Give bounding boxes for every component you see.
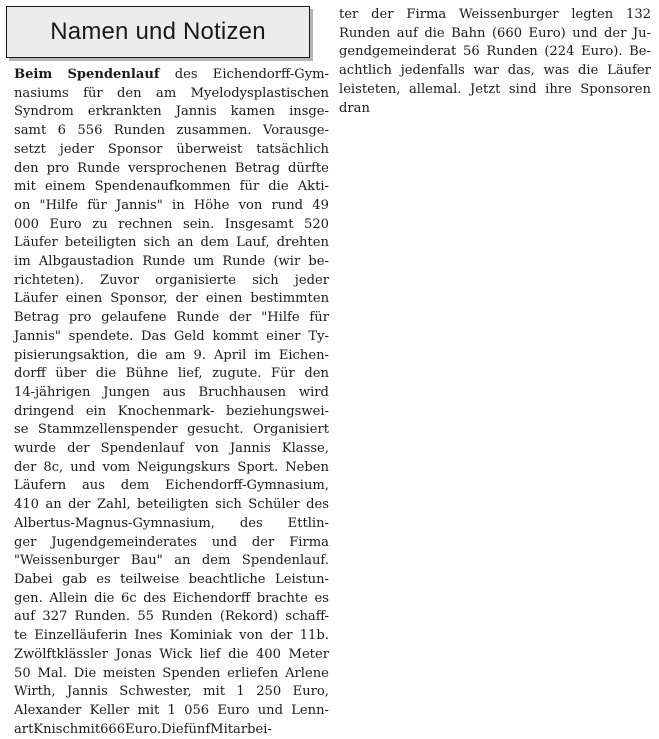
text-line: dran bbox=[339, 100, 370, 116]
text-line: se Stammzellenspender gesucht. Organisiert bbox=[14, 422, 329, 438]
text-line: "Weissenburger Bau" an dem Spendenlauf. bbox=[14, 553, 329, 569]
text-line: dorff über die Bühne lief, zugute. Für den bbox=[14, 366, 329, 382]
text-line: on "Hilfe für Jannis" in Höhe von rund 49 bbox=[14, 197, 329, 213]
text-line: Läufer einen Sponsor, der einen bestimmten bbox=[14, 291, 329, 307]
text-line: gendgemeinderat 56 Runden (224 Euro). Be- bbox=[339, 44, 651, 60]
article-column-left bbox=[14, 66, 329, 739]
text-line: gen. Allein die 6c des Eichendorff brachte es bbox=[14, 590, 329, 606]
text-line: setzt jeder Sponsor überweist tatsächlich bbox=[14, 141, 329, 157]
section-header-box bbox=[6, 6, 310, 58]
text-line: Betrag pro gelaufene Runde der "Hilfe für bbox=[14, 310, 329, 326]
text-line: Beim Spendenlauf des Eichendorff-Gym- bbox=[14, 67, 329, 82]
text-line: richteten). Zuvor organisierte sich jeder bbox=[14, 272, 329, 288]
section-title: Namen und Notizen bbox=[50, 18, 266, 45]
text-line: Wirth, Jannis Schwester, mit 1 250 Euro, bbox=[14, 684, 329, 700]
text-line: im Albgaustadion Runde um Runde (wir be- bbox=[14, 254, 329, 270]
text-line: Läufern aus dem Eichendorff-Gymnasium, bbox=[14, 478, 329, 494]
text-line: te Einzelläuferin Ines Kominiak von der 11b. bbox=[14, 628, 329, 644]
text-line: samt 6 556 Runden zusammen. Vorausge- bbox=[14, 123, 329, 139]
text-line: art Knisch mit 666 Euro. Die fünf Mitarbei- bbox=[14, 721, 272, 737]
text-line: den pro Runde versprochenen Betrag dürfte bbox=[14, 160, 329, 176]
text-line: mit einem Spendenaufkommen für die Akti- bbox=[14, 179, 329, 195]
text-line: ter der Firma Weissenburger legten 132 bbox=[339, 7, 651, 22]
text-line: wurde der Spendenlauf von Jannis Klasse, bbox=[14, 441, 329, 457]
text-line: Alexander Keller mit 1 056 Euro und Lenn- bbox=[14, 702, 329, 718]
text-line: der 8c, und vom Neigungskurs Sport. Neben bbox=[14, 459, 329, 475]
text-line: Läufer beteiligten sich an dem Lauf, drehten bbox=[14, 235, 329, 251]
text-line: 50 Mal. Die meisten Spenden erliefen Arlene bbox=[14, 665, 329, 681]
text-line: dringend ein Knochenmark- beziehungswei- bbox=[14, 403, 329, 419]
text-line: pisierungsaktion, die am 9. April im Eichen- bbox=[14, 347, 329, 363]
text-line: ger Jugendgemeinderates und der Firma bbox=[14, 534, 329, 550]
article-column-right bbox=[339, 6, 651, 118]
text-line: achtlich jedenfalls war das, was die Läufer bbox=[339, 63, 651, 79]
text-line: Dabei gab es teilweise beachtliche Leistun- bbox=[14, 571, 329, 587]
text-line: auf 327 Runden. 55 Runden (Rekord) schaff- bbox=[14, 609, 329, 625]
text-line: nasiums für den am Myelodysplastischen bbox=[14, 85, 329, 101]
text-line: 000 Euro zu rechnen sein. Insgesamt 520 bbox=[14, 216, 329, 232]
text-line: Albertus-Magnus-Gymnasium, des Ettlin- bbox=[14, 515, 329, 531]
text-line: Syndrom erkrankten Jannis kamen insge- bbox=[14, 104, 329, 120]
text-line: 14-jährigen Jungen aus Bruchhausen wird bbox=[14, 384, 329, 400]
text-line: Runden auf die Bahn (660 Euro) und der Ju- bbox=[339, 25, 651, 41]
text-line: Jannis" spendete. Das Geld kommt einer Ty- bbox=[14, 328, 329, 344]
text-line: 410 an der Zahl, beteiligten sich Schüler des bbox=[14, 497, 329, 513]
text-line: leisteten, allemal. Jetzt sind ihre Sponsoren bbox=[339, 81, 651, 97]
text-line: Zwölftklässler Jonas Wick lief die 400 Meter bbox=[14, 646, 329, 662]
